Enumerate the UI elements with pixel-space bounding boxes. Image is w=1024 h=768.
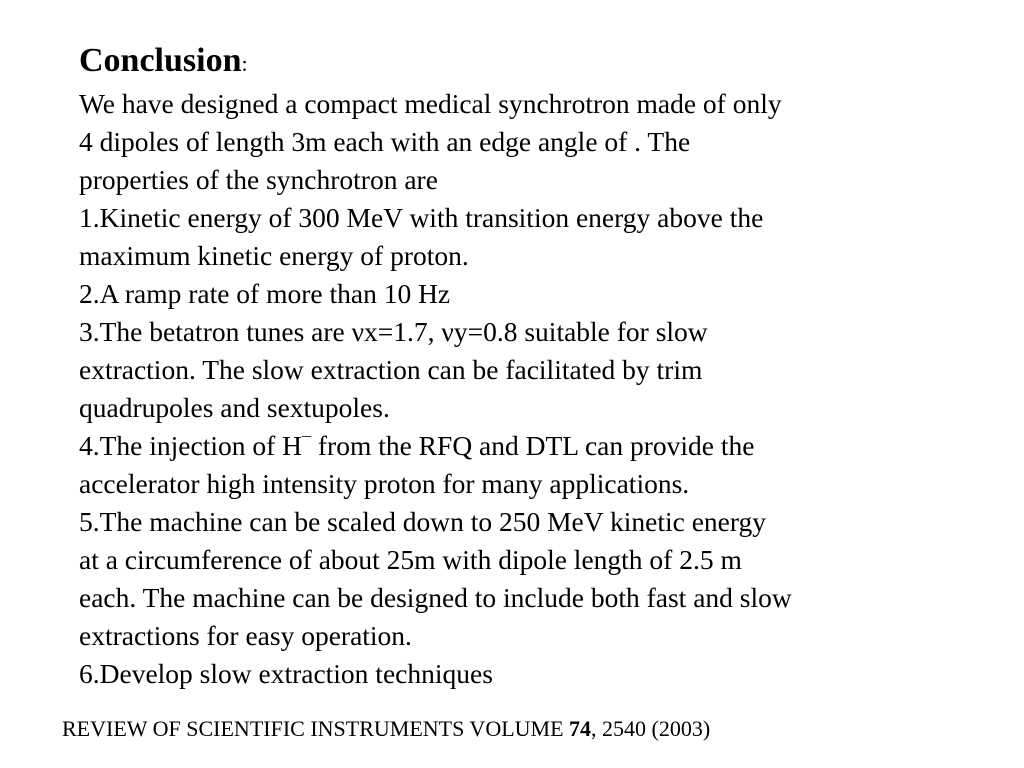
item-4-superscript: ¯ <box>302 434 311 454</box>
heading-title: Conclusion <box>79 42 242 79</box>
intro-line-2: 4 dipoles of length 3m each with an edge angle of . The <box>79 126 691 157</box>
item-6-line-1: 6.Develop slow extraction techniques <box>79 658 493 689</box>
item-5-line-4: extractions for easy operation. <box>79 620 412 651</box>
intro-line-1: We have designed a compact medical synchrotron made of only <box>79 88 782 119</box>
slide-content <box>79 40 979 693</box>
intro-line-3: properties of the synchrotron are <box>79 164 438 195</box>
item-5-line-2: at a circumference of about 25m with dipole length of 2.5 m <box>79 544 742 575</box>
item-1-line-1: 1.Kinetic energy of 300 MeV with transition energy above the <box>79 202 764 233</box>
item-4-suffix: from the RFQ and DTL can provide the <box>311 430 755 461</box>
item-5-line-3: each. The machine can be designed to include both fast and slow <box>79 582 792 613</box>
citation-volume: 74 <box>569 716 592 741</box>
item-4-line-2: accelerator high intensity proton for many applications. <box>79 468 690 499</box>
item-4-line-1 <box>79 427 979 465</box>
item-5-line-1: 5.The machine can be scaled down to 250 MeV kinetic energy <box>79 506 767 537</box>
heading-colon: : <box>241 51 248 76</box>
item-3-line-3: quadrupoles and sextupoles. <box>79 392 390 423</box>
citation-journal: REVIEW OF SCIENTIFIC INSTRUMENTS VOLUME <box>62 716 570 741</box>
citation-rest: , 2540 (2003) <box>591 716 711 741</box>
item-3-line-1: 3.The betatron tunes are νx=1.7, νy=0.8 suitable for slow <box>79 316 708 347</box>
item-1-line-2: maximum kinetic energy of proton. <box>79 240 469 271</box>
item-4-prefix: 4.The injection of H <box>79 430 302 461</box>
item-2-line-1: 2.A ramp rate of more than 10 Hz <box>79 278 451 309</box>
item-3-line-2: extraction. The slow extraction can be facilitated by trim <box>79 354 703 385</box>
heading <box>79 40 979 85</box>
citation-footer <box>62 714 710 744</box>
